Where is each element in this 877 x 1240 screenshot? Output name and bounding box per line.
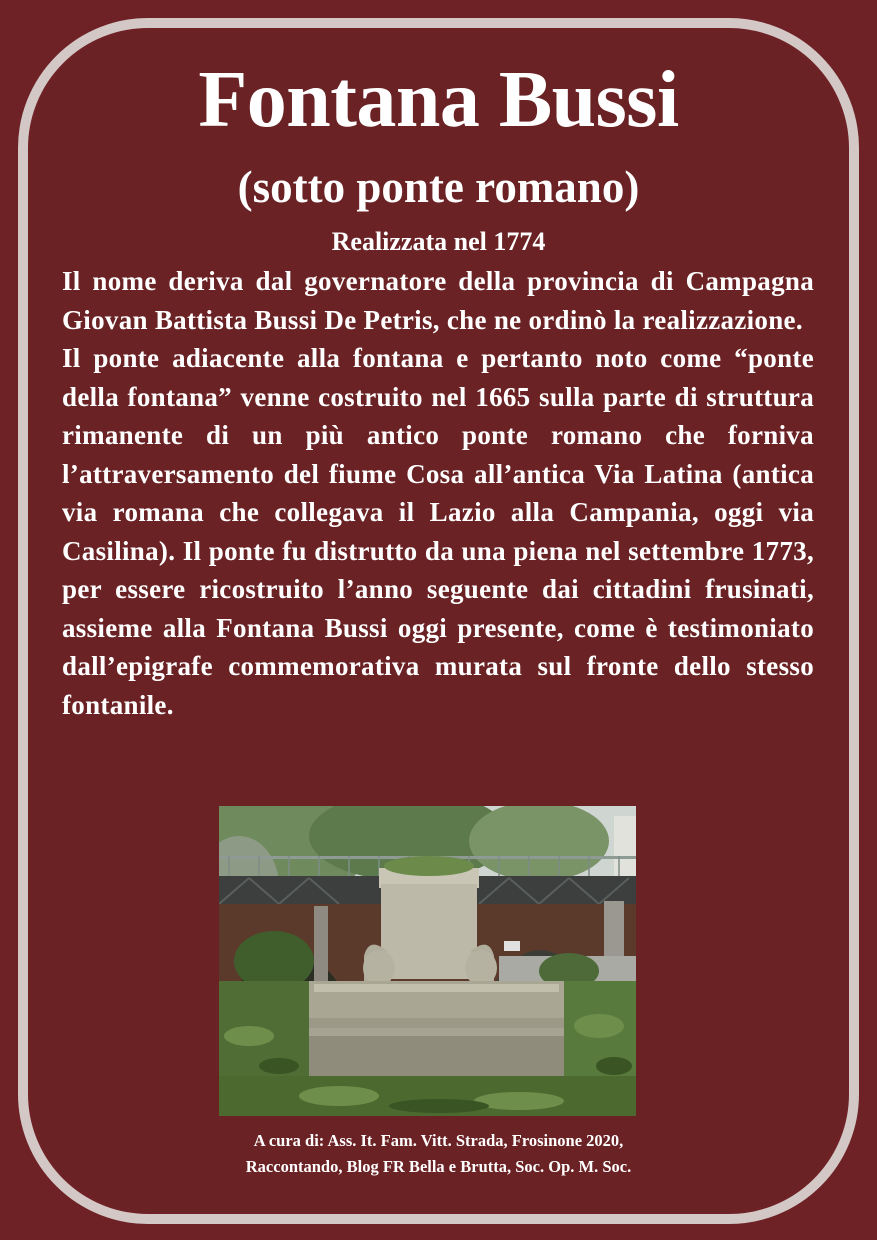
fountain-photo (219, 806, 636, 1116)
description-text (62, 262, 814, 724)
sign-title: Fontana Bussi (198, 56, 679, 144)
credits-line-2: Raccontando, Blog FR Bella e Brutta, Soc. Op. M. Soc. (245, 1157, 632, 1176)
construction-date: Realizzata nel 1774 (331, 227, 546, 256)
paragraph-origin: Il nome deriva dal governatore della provincia di Campagna Giovan Battista Bussi De Petris, che ne ordinò la realizzazione. (62, 266, 814, 335)
credits (0, 1128, 877, 1180)
sign-subtitle: (sotto ponte romano) (237, 162, 640, 212)
credits-line-1: A cura di: Ass. It. Fam. Vitt. Strada, Frosinone 2020, (253, 1131, 624, 1150)
paragraph-history: Il ponte adiacente alla fontana e pertanto noto come “ponte della fontana” venne costruito nel 1665 sulla parte di struttura rimanente di un più antico ponte romano che forniva l’attraversamento del fiume Cosa all’antica Via Latina (antica via romana che collegava il Lazio alla Campania, oggi via Casilina). Il ponte fu distrutto da una piena nel settembre 1773, per essere ricostruito l’anno seguente dai cittadini frusinati, assieme alla Fontana Bussi oggi presente, come è testimoniato dall’epigrafe commemorativa murata sul fronte dello stesso fontanile. (62, 343, 814, 720)
